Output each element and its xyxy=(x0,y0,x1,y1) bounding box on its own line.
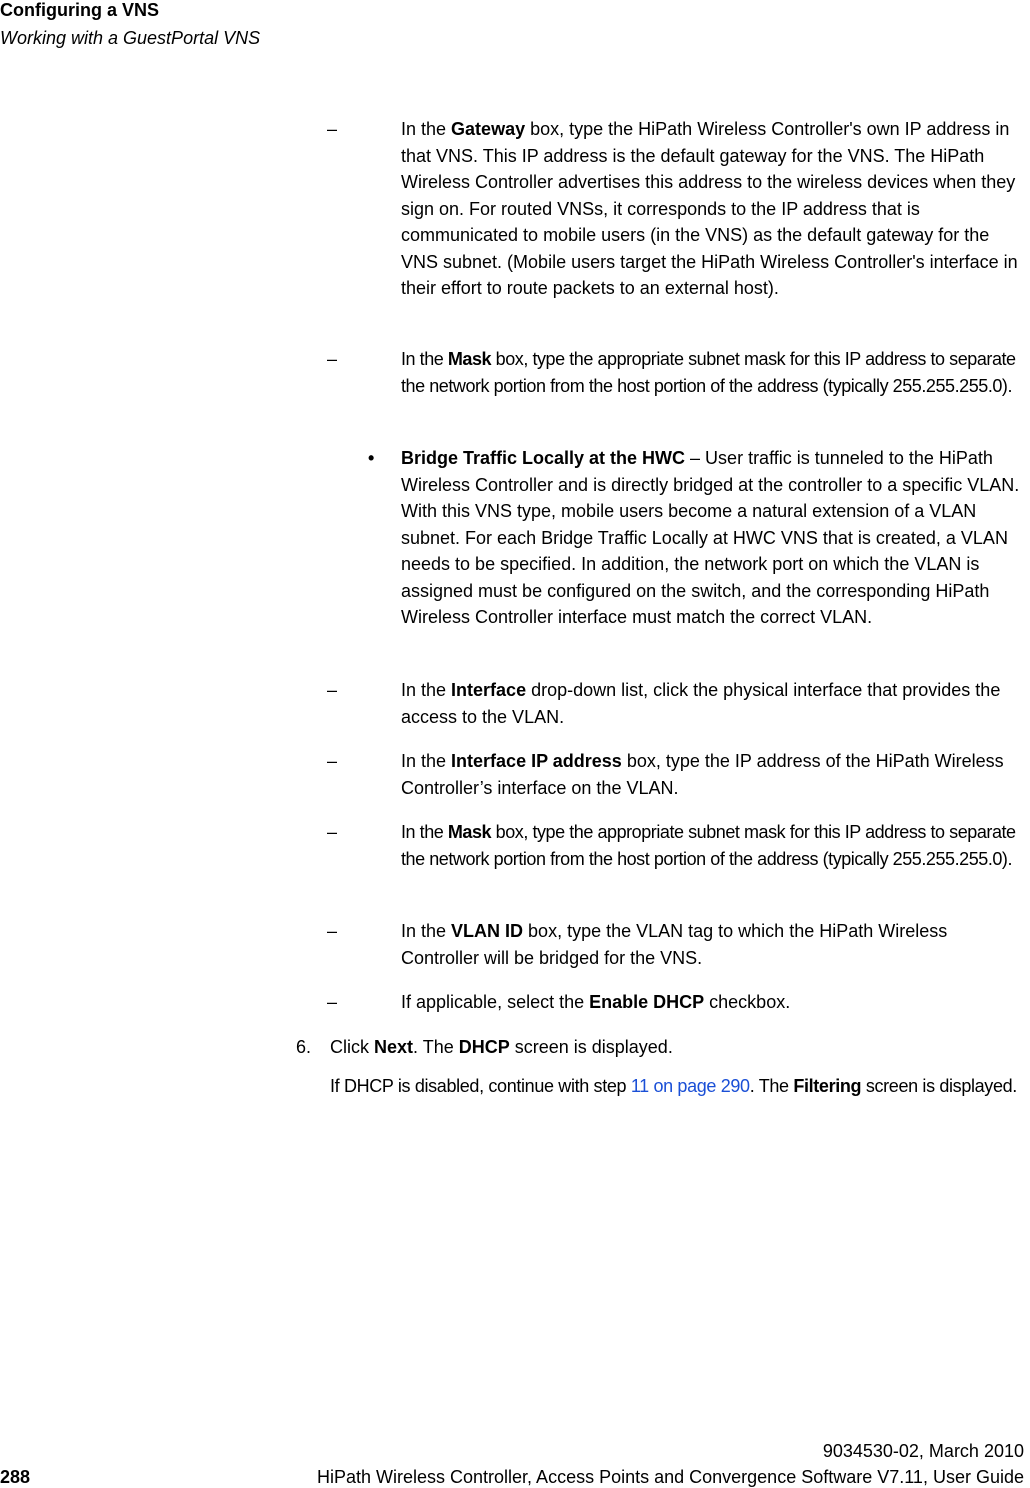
dhcp-note: If DHCP is disabled, continue with step 11 on page 290. The Filtering screen is displayed. xyxy=(330,1076,1017,1096)
dash-marker: – xyxy=(327,349,338,369)
list-item-mask-2 xyxy=(327,819,1030,872)
list-item-interface xyxy=(327,677,1030,730)
ui-term-mask: Mask xyxy=(447,822,492,842)
list-item-text: In the Interface IP address box, type the IP address of the HiPath Wireless Controller’s interface on the VLAN. xyxy=(401,751,1004,798)
step-number: 6. xyxy=(296,1037,312,1057)
step-text: Click Next. The DHCP screen is displayed. xyxy=(330,1037,673,1057)
dash-marker: – xyxy=(327,680,338,700)
section-title: Configuring a VNS xyxy=(0,0,159,20)
list-item-text: In the Gateway box, type the HiPath Wireless Controller's own IP address in that VNS. This IP address is the default gateway for the VNS. The HiPath Wireless Controller advertises this address to the wireless devices when they sign on. For routed VNSs, it corresponds to the IP address that is communicated to mobile users (in the VNS) as the default gateway for the VNS subnet. (Mobile users target the HiPath Wireless Controller's interface in their effort to route packets to an external host). xyxy=(401,119,1018,298)
list-item-interface-ip xyxy=(327,748,1030,801)
doc-title: HiPath Wireless Controller, Access Points and Convergence Software V7.11, User Guide xyxy=(316,1467,1024,1487)
bullet-marker: • xyxy=(368,448,375,468)
list-item-vlan-id xyxy=(327,918,1030,971)
list-item-text: In the VLAN ID box, type the VLAN tag to which the HiPath Wireless Controller will be bridged for the VNS. xyxy=(401,921,948,968)
list-item-text: If applicable, select the Enable DHCP checkbox. xyxy=(401,992,791,1012)
dash-marker: – xyxy=(327,921,338,941)
dash-marker: – xyxy=(327,992,338,1012)
list-item-text: In the Interface drop-down list, click the physical interface that provides the access to the VLAN. xyxy=(401,680,1001,727)
subsection-title: Working with a GuestPortal VNS xyxy=(0,28,261,48)
ui-term-interface: Interface xyxy=(451,680,527,700)
ui-term-gateway: Gateway xyxy=(451,119,526,139)
ui-term-filtering: Filtering xyxy=(793,1076,862,1096)
list-item-bridge-traffic xyxy=(368,445,1030,631)
cross-reference-link[interactable]: 11 on page 290 xyxy=(630,1076,750,1096)
step-6 xyxy=(296,1034,1030,1061)
dash-marker: – xyxy=(327,751,338,771)
page-number: 288 xyxy=(0,1467,31,1487)
list-item-gateway xyxy=(327,116,1030,302)
ui-term-dhcp: DHCP xyxy=(458,1037,510,1057)
list-item-text: In the Mask box, type the appropriate subnet mask for this IP address to separate the network portion from the host portion of the address (typically 255.255.255.0). xyxy=(401,349,1016,396)
dash-marker: – xyxy=(327,822,338,842)
ui-term-vlan-id: VLAN ID xyxy=(451,921,524,941)
list-item-enable-dhcp xyxy=(327,989,1030,1016)
doc-code: 9034530-02, March 2010 xyxy=(822,1441,1024,1461)
ui-term-bridge-traffic: Bridge Traffic Locally at the HWC xyxy=(401,448,686,468)
ui-term-mask: Mask xyxy=(447,349,492,369)
ui-term-interface-ip: Interface IP address xyxy=(451,751,622,771)
list-item-mask-1 xyxy=(327,346,1030,399)
ui-term-next: Next xyxy=(374,1037,414,1057)
list-item-text: In the Mask box, type the appropriate subnet mask for this IP address to separate the network portion from the host portion of the address (typically 255.255.255.0). xyxy=(401,822,1016,869)
list-item-text: Bridge Traffic Locally at the HWC – User traffic is tunneled to the HiPath Wireless Controller and is directly bridged at the controller to a specific VLAN. With this VNS type, mobile users become a natural extension of a VLAN subnet. For each Bridge Traffic Locally at HWC VNS that is created, a VLAN needs to be specified. In addition, the network port on which the VLAN is assigned must be configured on the switch, and the corresponding HiPath Wireless Controller interface must match the correct VLAN. xyxy=(401,448,1020,627)
dash-marker: – xyxy=(327,119,338,139)
ui-term-enable-dhcp: Enable DHCP xyxy=(589,992,705,1012)
